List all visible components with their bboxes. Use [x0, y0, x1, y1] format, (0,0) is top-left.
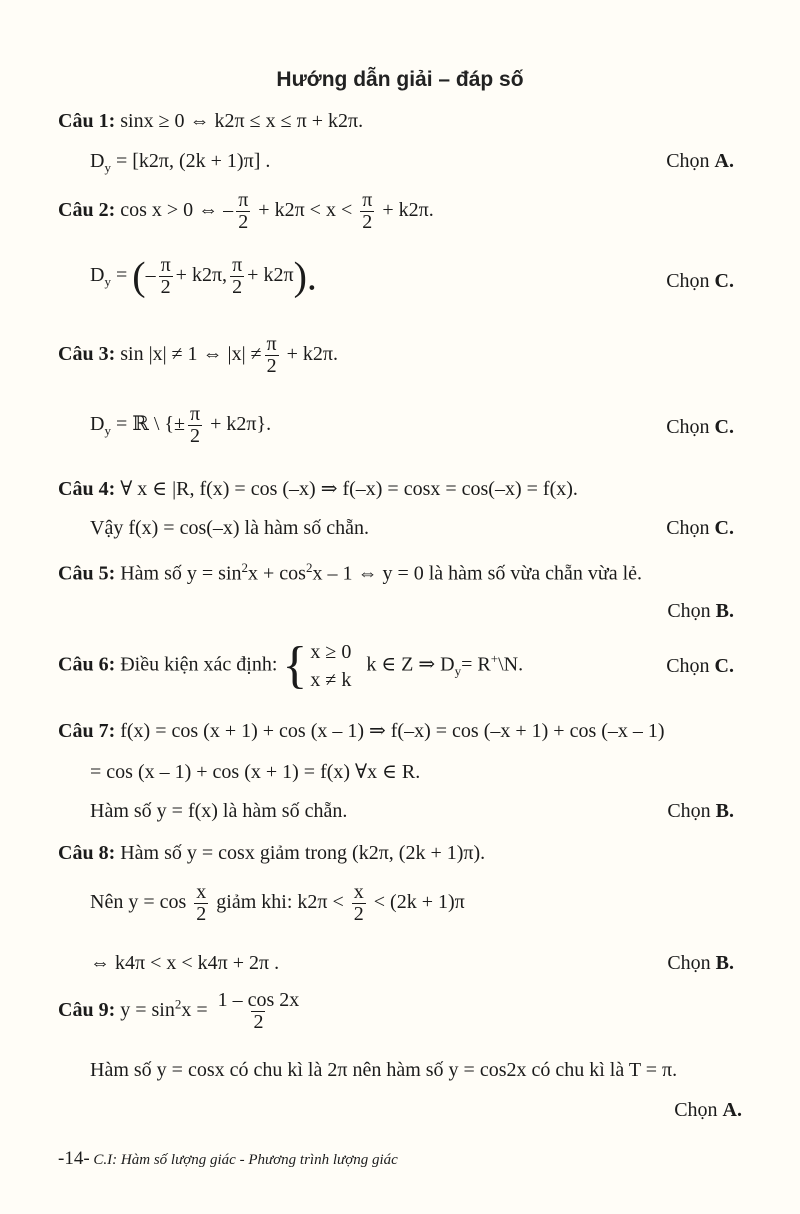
math-text: D [90, 150, 105, 172]
math-text: + k2π, [175, 264, 228, 287]
condition: x ≠ k [310, 669, 352, 691]
subscript: y [454, 663, 462, 679]
numerator: π [362, 189, 373, 211]
math-text: = R [461, 653, 491, 676]
math-text: giảm khi: k2π < [216, 891, 344, 914]
question-label: Câu 9: [58, 999, 116, 1022]
superscript: 2 [241, 560, 249, 575]
numerator: x [353, 881, 364, 903]
math-text: ∀ x ∈ |R, f(x) = cos (–x) ⇒ f(–x) = cosx = cos(–x) = f(x). [120, 478, 578, 500]
math-text: + k2π. [382, 199, 434, 222]
math-text: D [90, 264, 105, 287]
choose-label: Chọn [666, 655, 710, 677]
subscript: y [104, 160, 111, 175]
superscript: 2 [305, 560, 313, 575]
answer-8 [667, 952, 734, 975]
answer-letter: C. [714, 270, 734, 292]
fraction [230, 255, 244, 298]
denominator: 2 [253, 1011, 264, 1033]
math-text: + k2π < x < [258, 199, 353, 222]
fraction [194, 882, 208, 925]
answer-letter: C. [714, 655, 734, 677]
question-label: Câu 2: [58, 199, 116, 222]
superscript: + [490, 650, 499, 666]
choose-label: Chọn [667, 952, 711, 974]
question-1-line-2: $D_y = [k2\pi$, (2k + 1)π] . [90, 150, 271, 175]
question-label: Câu 4: [58, 478, 116, 500]
subscript: y [104, 423, 111, 439]
choose-label: Chọn [666, 150, 710, 172]
math-text: ⇔ k4π < x < k4π + 2π . [90, 952, 280, 974]
math-text: + k2π [247, 264, 294, 287]
math-text: Hàm số y = sin [120, 562, 242, 585]
fraction [265, 334, 279, 377]
choose-label: Chọn [666, 270, 710, 292]
paren: ). [293, 253, 317, 299]
question-2-line-2: $D_y$ = (– $\frac{\pi}{2}$ + k2π, $\frac{\pi}{2}$ + k2π). [90, 253, 317, 299]
condition-system [282, 638, 351, 694]
question-8-line-2 [90, 882, 465, 925]
math-text: Hàm số y = cosx giảm trong (k2π, (2k + 1)π). [120, 842, 486, 864]
question-8-line-3 [90, 952, 279, 975]
fraction [216, 990, 302, 1033]
question-label: Câu 1: [58, 110, 116, 132]
answer-letter: B. [715, 600, 734, 622]
answer-letter: A. [714, 150, 734, 172]
superscript: 2 [174, 996, 182, 1012]
math-text: \N. [498, 653, 524, 676]
answer-letter: C. [714, 517, 734, 539]
fraction [188, 404, 202, 447]
answer-letter: B. [715, 800, 734, 822]
condition: x ≥ 0 [310, 641, 352, 663]
question-6-line-1 [58, 638, 523, 694]
question-2-line-1 [58, 190, 434, 233]
question-4-line-2 [90, 517, 369, 540]
answer-3 [666, 416, 734, 439]
choose-label: Chọn [667, 800, 711, 822]
math-text: < (2k + 1)π [373, 891, 465, 914]
math-text: x + cos [248, 562, 306, 585]
page-footer [58, 1148, 398, 1170]
denominator: 2 [232, 276, 243, 298]
page-title: Hướng dẫn giải – đáp số [276, 68, 524, 91]
numerator: π [160, 254, 171, 276]
question-7-line-1 [58, 718, 665, 743]
question-5-line-1 [58, 560, 642, 586]
question-4-line-1 [58, 476, 578, 501]
question-8-line-1 [58, 842, 485, 865]
numerator: π [232, 254, 243, 276]
math-text: – [145, 264, 156, 287]
fraction [352, 882, 366, 925]
fraction [236, 190, 250, 233]
question-label: Câu 6: [58, 653, 116, 676]
math-text: [k2π, (2k + 1)π] . [132, 150, 271, 172]
question-3-line-1 [58, 334, 338, 377]
question-9-line-2 [90, 1059, 677, 1082]
math-text: Điều kiện xác định: [120, 653, 278, 676]
paren: ( [132, 253, 146, 299]
answer-letter: C. [714, 416, 734, 438]
math-text: Hàm số y = f(x) là hàm số chẵn. [90, 800, 348, 822]
answer-letter: A. [722, 1099, 742, 1121]
question-7-line-3 [90, 800, 347, 823]
question-label: Câu 8: [58, 842, 116, 864]
answer-5 [667, 600, 734, 623]
denominator: 2 [362, 211, 373, 233]
math-text: y = sin [120, 999, 175, 1022]
question-9-line-1 [58, 990, 304, 1033]
numerator: π [238, 189, 249, 211]
denominator: 2 [238, 211, 249, 233]
answer-2 [666, 270, 734, 293]
math-text: sinx ≥ 0 ⇔ k2π ≤ x ≤ π + k2π. [120, 110, 364, 132]
denominator: 2 [190, 425, 201, 447]
math-text: Vậy f(x) = cos(–x) là hàm số chẵn. [90, 517, 369, 539]
fraction [360, 190, 374, 233]
math-text: D [90, 413, 105, 436]
running-footer-text: C.I: Hàm số lượng giác - Phương trình lượng giác [93, 1152, 398, 1168]
math-text: + k2π. [286, 343, 339, 366]
question-1-line-1 [58, 110, 363, 133]
question-label: Câu 7: [58, 720, 116, 742]
math-text: Nên y = cos [90, 891, 187, 914]
math-text: x = [181, 999, 208, 1022]
choose-label: Chọn [674, 1099, 718, 1121]
denominator: 2 [160, 276, 171, 298]
answer-letter: B. [715, 952, 734, 974]
numerator: π [266, 333, 277, 355]
fraction [159, 255, 173, 298]
denominator: 2 [353, 903, 364, 925]
choose-label: Chọn [667, 600, 711, 622]
denominator: 2 [266, 355, 277, 377]
answer-9 [674, 1099, 742, 1122]
question-label: Câu 5: [58, 562, 116, 585]
question-3-line-2: $D_y$ = ℝ \ {± $\frac{\pi}{2}$ + k2π}. [90, 403, 272, 447]
answer-6 [666, 655, 734, 678]
page-number: -14- [58, 1148, 90, 1169]
numerator: x [196, 881, 207, 903]
math-text: = cos (x – 1) + cos (x + 1) = f(x) ∀x ∈ R. [90, 761, 421, 783]
answer-1 [666, 150, 734, 173]
brace: { [282, 637, 308, 694]
question-7-line-2 [90, 759, 420, 784]
math-text: cos x > 0 ⇔ – [120, 199, 234, 222]
math-text: Hàm số y = cosx có chu kì là 2π nên hàm số y = cos2x có chu kì là T = π. [90, 1059, 678, 1081]
math-text: f(x) = cos (x + 1) + cos (x – 1) ⇒ f(–x) = cos (–x + 1) + cos (–x – 1) [120, 720, 665, 742]
math-text: ℝ \ {± [132, 413, 185, 436]
math-text: x – 1 ⇔ y = 0 là hàm số vừa chẵn vừa lẻ. [312, 562, 643, 585]
math-text: + k2π}. [210, 413, 272, 436]
denominator: 2 [196, 903, 207, 925]
subscript: y [104, 274, 111, 290]
answer-7 [667, 800, 734, 823]
choose-label: Chọn [666, 416, 710, 438]
answer-4 [666, 517, 734, 540]
numerator: π [190, 403, 201, 425]
question-label: Câu 3: [58, 343, 116, 366]
numerator: 1 – cos 2x [217, 989, 300, 1011]
choose-label: Chọn [666, 517, 710, 539]
math-text: k ∈ Z ⇒ D [366, 653, 455, 676]
math-text: sin |x| ≠ 1 ⇔ |x| ≠ [120, 343, 262, 366]
